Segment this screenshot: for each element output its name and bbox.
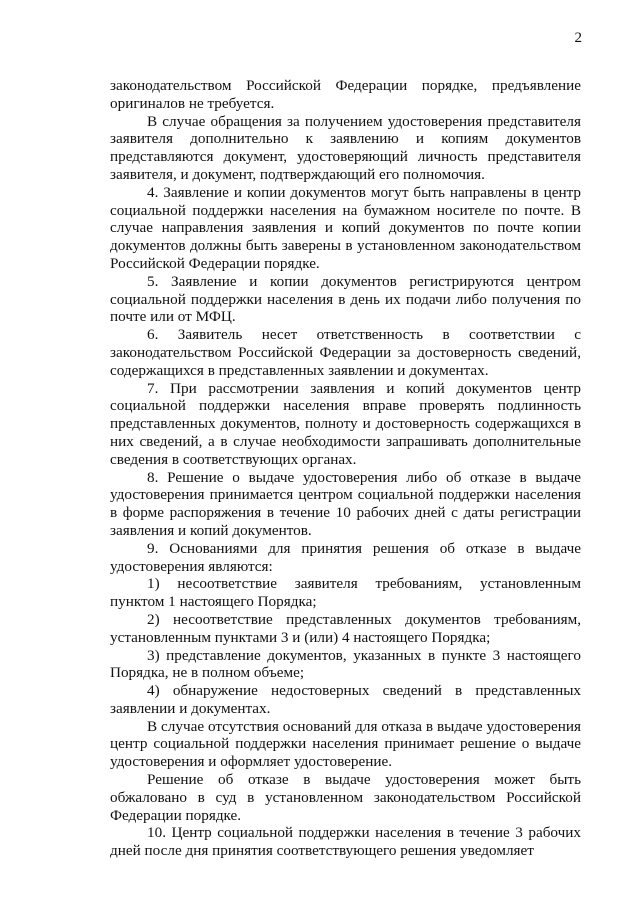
paragraph: 6. Заявитель несет ответственность в соответствии с законодательством Российской Федерации за достоверность сведений, содержащихся в представленных заявлении и документах. bbox=[110, 326, 581, 379]
document-body bbox=[110, 77, 581, 860]
paragraph: 2) несоответствие представленных документов требованиям, установленным пунктами 3 и (или) 4 настоящего Порядка; bbox=[110, 610, 581, 646]
paragraph: 7. При рассмотрении заявления и копий документов центр социальной поддержки населения вправе проверять подлинность представленных документов, полноту и достоверность содержащихся в них сведений, а в случае необходимости запрашивать дополнительные сведения в соответствующих органах. bbox=[110, 379, 581, 468]
paragraph: В случае обращения за получением удостоверения представителя заявителя дополнительно к заявлению и копиям документов представляются документ, удостоверяющий личность представителя заявителя, и документ, подтверждающий его полномочия. bbox=[110, 112, 581, 183]
paragraph: В случае отсутствия оснований для отказа в выдаче удостоверения центр социальной поддержки населения принимает решение о выдаче удостоверения и оформляет удостоверение. bbox=[110, 717, 581, 771]
paragraph: Решение об отказе в выдаче удостоверения может быть обжаловано в суд в установленном законодательством Российской Федерации порядке. bbox=[110, 771, 581, 824]
paragraph: законодательством Российской Федерации порядке, предъявление оригиналов не требуется. bbox=[110, 77, 581, 112]
paragraph: 8. Решение о выдаче удостоверения либо об отказе в выдаче удостоверения принимается центром социальной поддержки населения в форме распоряжения в течение 10 рабочих дней с даты регистрации заявления и копий документов. bbox=[110, 468, 581, 539]
paragraph: 1) несоответствие заявителя требованиям, установленным пунктом 1 настоящего Порядка; bbox=[110, 575, 581, 611]
paragraph: 9. Основаниями для принятия решения об отказе в выдаче удостоверения являются: bbox=[110, 539, 581, 575]
page-number: 2 bbox=[574, 30, 582, 46]
paragraph: 3) представление документов, указанных в пункте 3 настоящего Порядка, не в полном объеме; bbox=[110, 646, 581, 682]
paragraph: 10. Центр социальной поддержки населения в течение 3 рабочих дней после дня принятия соответствующего решения уведомляет bbox=[110, 824, 581, 860]
paragraph: 4. Заявление и копии документов могут быть направлены в центр социальной поддержки населения на бумажном носителе по почте. В случае направления заявления и копий документов по почте копии документов должны быть заверены в установленном законодательством Российской Федерации порядке. bbox=[110, 183, 581, 272]
paragraph: 5. Заявление и копии документов регистрируются центром социальной поддержки населения в день их подачи либо получения по почте или от МФЦ. bbox=[110, 272, 581, 326]
paragraph: 4) обнаружение недостоверных сведений в представленных заявлении и документах. bbox=[110, 682, 581, 717]
